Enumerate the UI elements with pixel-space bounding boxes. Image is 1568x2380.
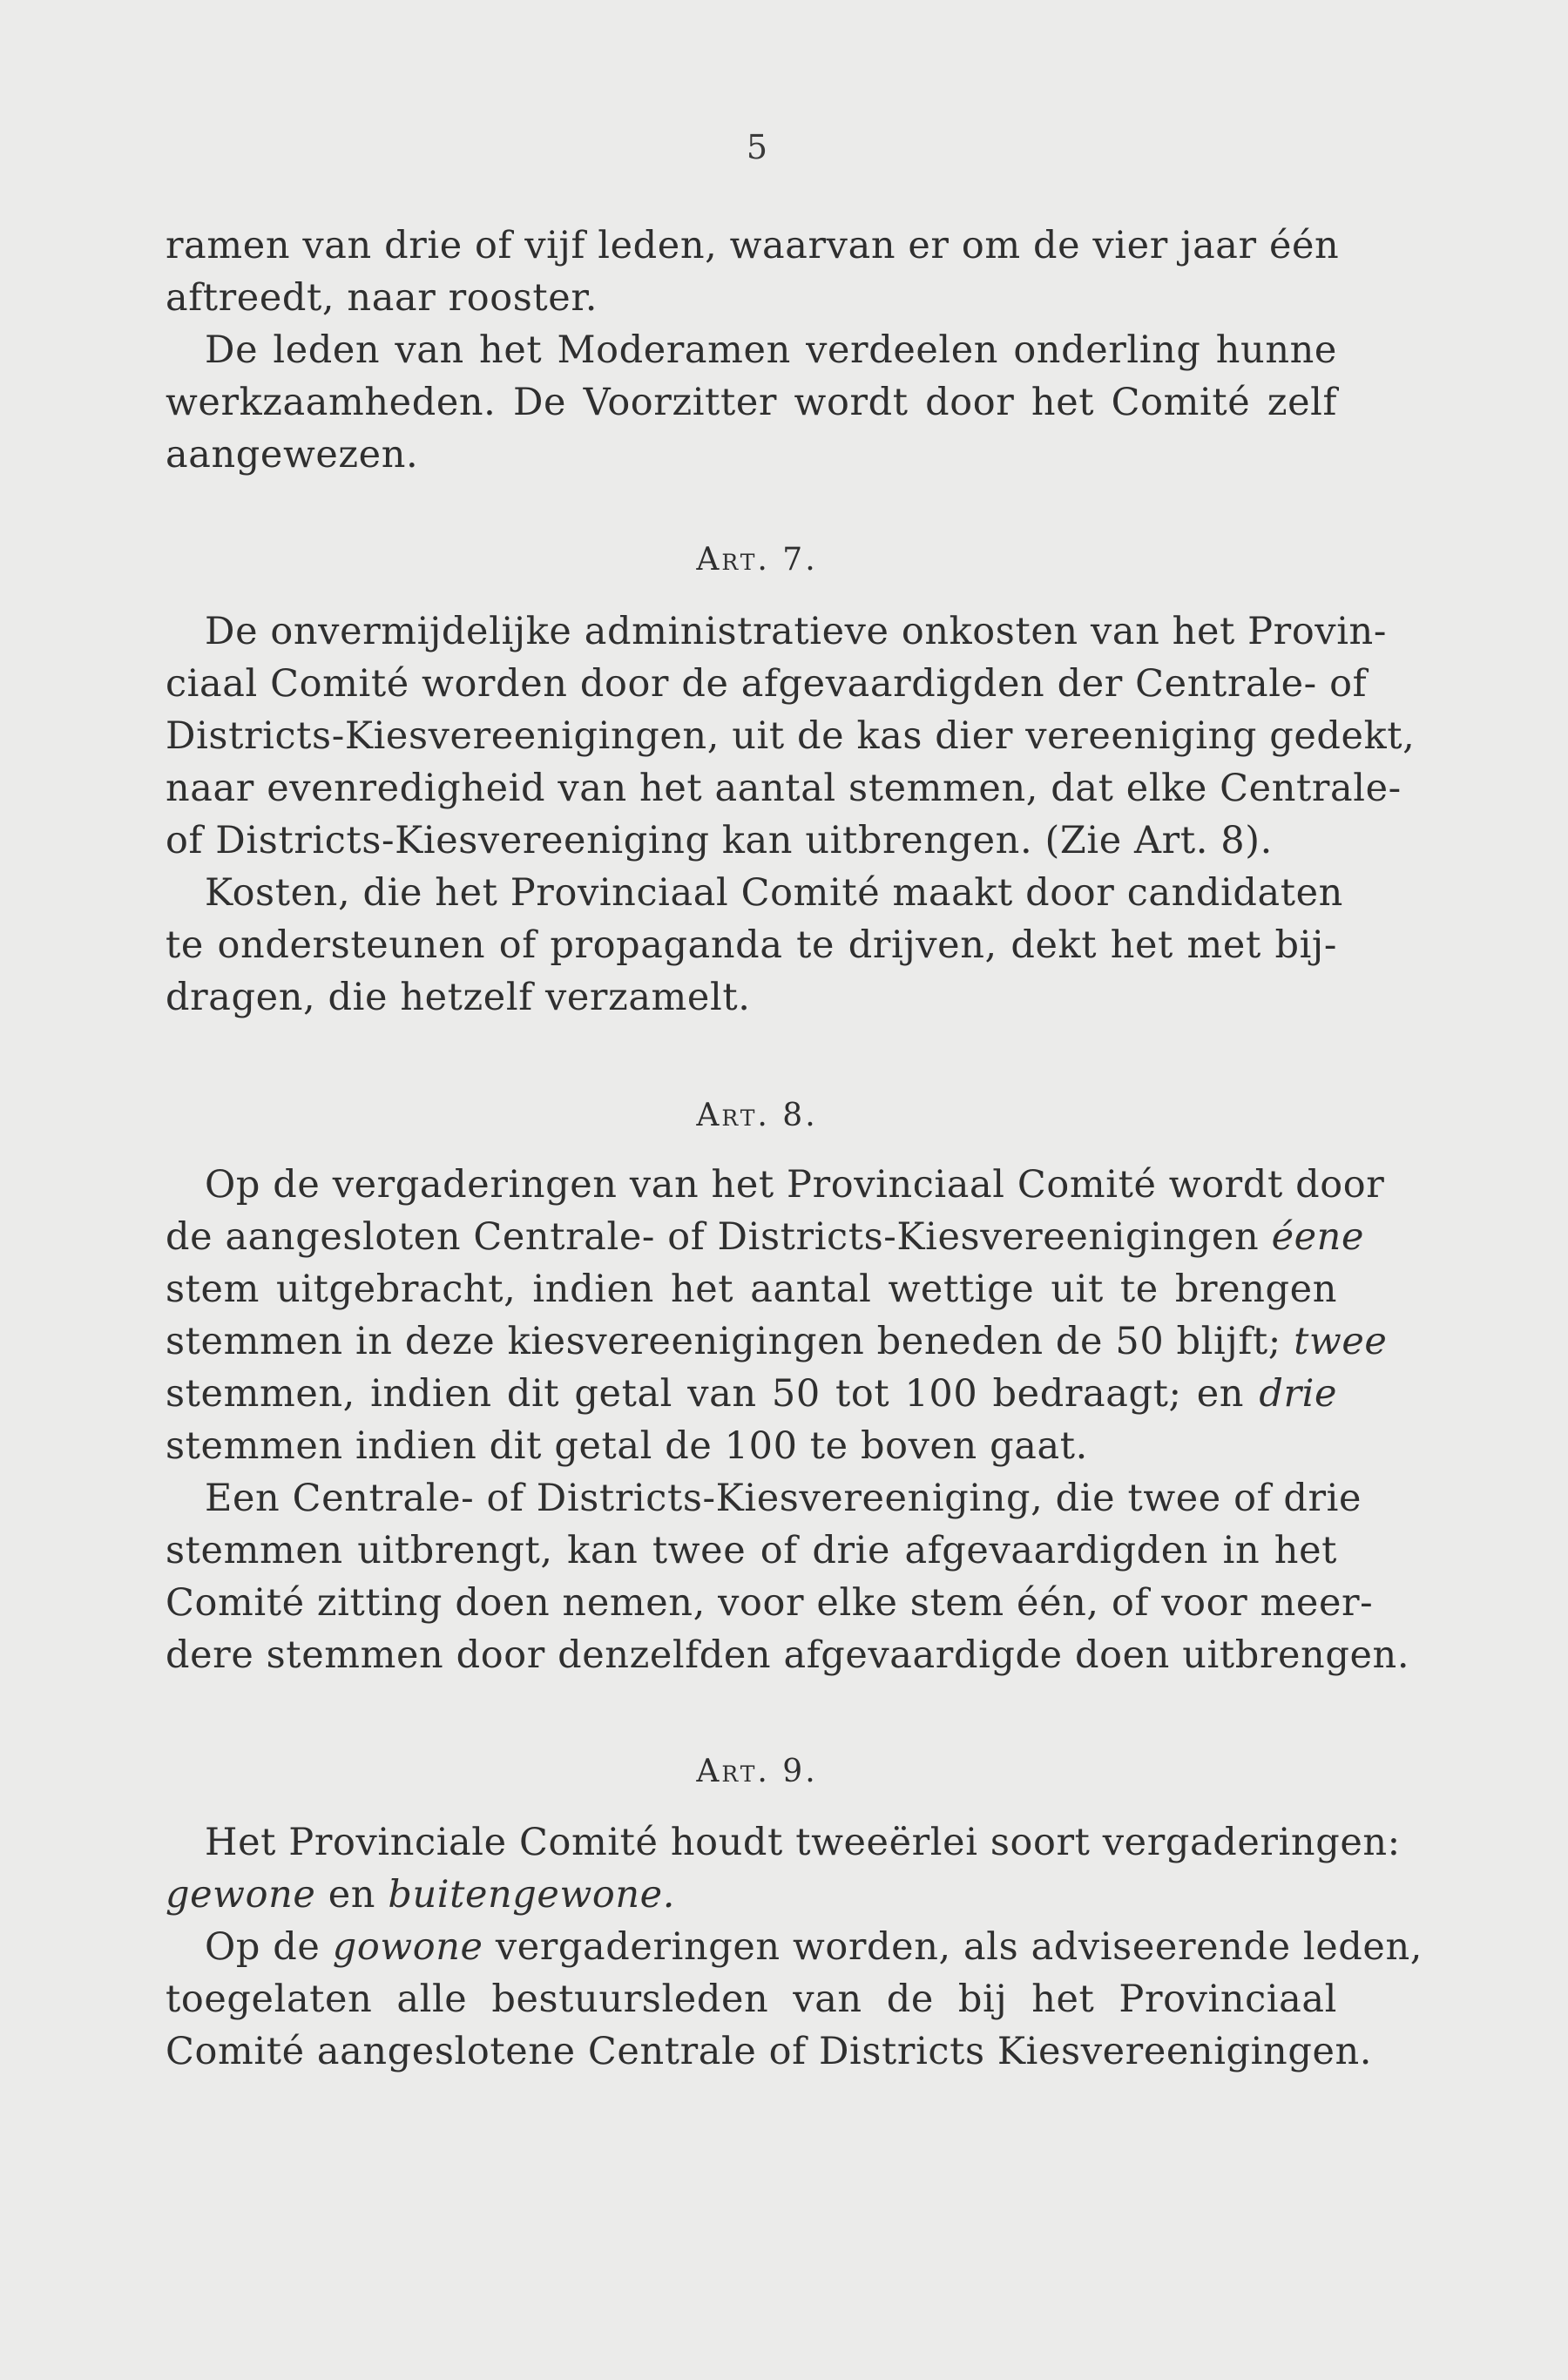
text-line: Kosten, die het Provinciaal Comité maakt door candidaten xyxy=(205,871,1343,915)
text-line: Een Centrale- of Districts-Kiesvereeniging, die twee of drie xyxy=(205,1477,1362,1520)
article-9-heading: Art. 9. xyxy=(696,1754,818,1789)
text-line: aangewezen. xyxy=(166,433,419,477)
text-fragment: stemmen in deze kiesvereenigingen beneden de 50 blijft; xyxy=(166,1320,1281,1363)
italic-word: gowone xyxy=(332,1925,483,1969)
text-line: dere stemmen door denzelfden afgevaardigde doen uitbrengen. xyxy=(166,1633,1410,1677)
article-9-body xyxy=(166,1816,1423,2078)
page-number: 5 xyxy=(746,128,768,166)
text-line: ciaal Comité worden door de afgevaardigden der Centrale- of xyxy=(166,662,1368,706)
text-line: Op de vergaderingen van het Provinciaal Comité wordt door xyxy=(205,1163,1385,1207)
text-line: Het Provinciale Comité houdt tweeërlei soort vergaderingen: xyxy=(205,1821,1401,1864)
text-line: Comité aangeslotene Centrale of Districts Kiesvereenigingen. xyxy=(166,2030,1373,2073)
text-line xyxy=(166,1921,1423,1973)
text-fragment: en xyxy=(315,1873,389,1917)
text-line xyxy=(166,1368,1337,1420)
article-8-body xyxy=(166,1159,1410,1681)
text-fragment: vergaderingen worden, als adviseerende leden, xyxy=(483,1925,1423,1969)
text-fragment: stemmen, indien dit getal van 50 tot 100 bedraagt; en xyxy=(166,1372,1245,1416)
intro-paragraph xyxy=(166,220,1340,481)
article-8-heading: Art. 8. xyxy=(696,1098,818,1133)
text-line: stem uitgebracht, indien het aantal wettige uit te brengen xyxy=(166,1268,1337,1311)
text-line xyxy=(166,1211,1364,1263)
text-line xyxy=(166,1869,1337,1921)
text-line: naar evenredigheid van het aantal stemmen, dat elke Centrale- xyxy=(166,767,1402,810)
text-line: werkzaamheden. De Voorzitter wordt door het Comité zelf xyxy=(166,381,1337,424)
text-line: ramen van drie of vijf leden, waarvan er om de vier jaar één xyxy=(166,224,1340,267)
text-line: stemmen uitbrengt, kan twee of drie afgevaardigden in het xyxy=(166,1529,1337,1572)
article-7-heading: Art. 7. xyxy=(696,542,818,578)
text-line: Districts-Kiesvereenigingen, uit de kas dier vereeniging gedekt, xyxy=(166,714,1416,758)
italic-word: buitengewone. xyxy=(388,1873,675,1917)
text-line: of Districts-Kiesvereeniging kan uitbrengen. (Zie Art. 8). xyxy=(166,819,1273,862)
text-line: Comité zitting doen nemen, voor elke stem één, of voor meer- xyxy=(166,1581,1374,1625)
text-line: stemmen indien dit getal de 100 te boven gaat. xyxy=(166,1424,1088,1468)
text-fragment: Op de xyxy=(205,1925,333,1969)
italic-word: gewone xyxy=(166,1873,316,1917)
text-line: te ondersteunen of propaganda te drijven, dekt het met bij- xyxy=(166,923,1337,967)
italic-word: drie xyxy=(1259,1372,1337,1416)
text-line: toegelaten alle bestuursleden van de bij het Provinciaal xyxy=(166,1978,1337,2021)
text-line: De leden van het Moderamen verdeelen onderling hunne xyxy=(205,328,1337,372)
article-7-body xyxy=(166,605,1416,1024)
text-line: aftreedt, naar rooster. xyxy=(166,276,598,320)
text-line: De onvermijdelijke administratieve onkosten van het Provin- xyxy=(205,610,1387,653)
italic-word: éene xyxy=(1271,1215,1364,1259)
text-line: dragen, die hetzelf verzamelt. xyxy=(166,976,751,1019)
italic-word: twee xyxy=(1294,1320,1388,1363)
text-fragment: de aangesloten Centrale- of Districts-Kiesvereenigingen xyxy=(166,1215,1260,1259)
text-line xyxy=(166,1315,1388,1368)
